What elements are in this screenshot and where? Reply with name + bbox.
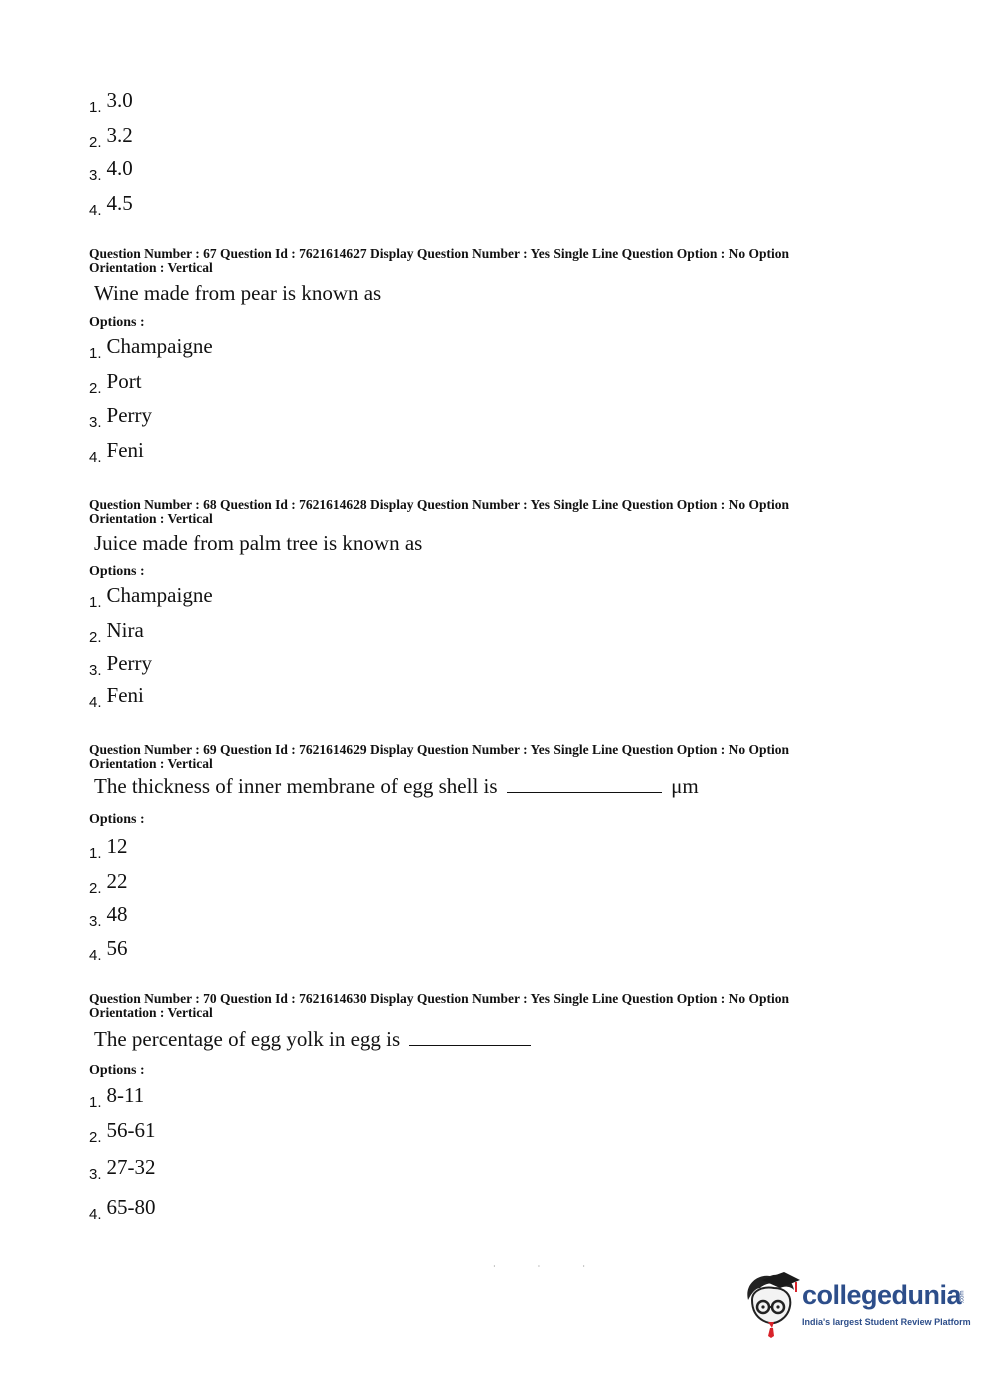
option-item: 1. 3.0 [89,88,133,116]
options-label: Options : [89,1063,145,1078]
options-label: Options : [89,315,145,330]
option-item: 4. 4.5 [89,191,133,219]
option-item: 1. Champaigne [89,583,213,611]
brand-name: collegedunia [802,1280,962,1310]
question-meta: Question Number : 69 Question Id : 7621614629 Display Question Number : Yes Single Line Question Option : No Option Orientation : Vertical [89,742,789,771]
question-meta: Question Number : 70 Question Id : 7621614630 Display Question Number : Yes Single Line Question Option : No Option Orientation : Vertical [89,991,789,1020]
question-meta: Question Number : 68 Question Id : 7621614628 Display Question Number : Yes Single Line Question Option : No Option Orientation : Vertical [89,497,789,526]
question-text-main: The thickness of inner membrane of egg shell is [94,774,498,798]
question-text: Wine made from pear is known as [94,281,382,305]
question-text [94,774,699,799]
scan-artifact: · · · [493,1262,605,1271]
question-text: Juice made from palm tree is known as [94,531,423,555]
option-item: 2. Nira [89,618,144,646]
option-item: 4. 56 [89,936,128,964]
option-item: 3. 27-32 [89,1155,156,1183]
answer-blank [409,1044,531,1046]
brand-tagline: India's largest Student Review Platform [802,1317,971,1327]
option-item: 1. 12 [89,834,128,862]
option-item: 4. Feni [89,683,144,711]
brand-suffix: .com [959,1290,966,1304]
option-item: 2. 56-61 [89,1118,156,1146]
option-item: 1. Champaigne [89,334,213,362]
option-item: 2. Port [89,369,142,397]
option-item: 4. 65-80 [89,1195,156,1223]
question-text [94,1027,535,1052]
option-item: 2. 3.2 [89,123,133,151]
collegedunia-logo[interactable] [740,1270,970,1340]
option-item: 3. 48 [89,902,128,930]
mascot-icon [740,1270,802,1340]
answer-blank [507,791,662,793]
option-item: 3. Perry [89,403,153,431]
question-unit: μm [671,774,699,798]
options-label: Options : [89,812,145,827]
question-meta: Question Number : 67 Question Id : 7621614627 Display Question Number : Yes Single Line Question Option : No Option Orientation : Vertical [89,246,789,275]
option-item: 4. Feni [89,438,144,466]
option-item: 1. 8-11 [89,1083,145,1111]
options-label: Options : [89,564,145,579]
option-item: 3. Perry [89,651,153,679]
option-item: 3. 4.0 [89,156,133,184]
question-text-main: The percentage of egg yolk in egg is [94,1027,401,1051]
option-item: 2. 22 [89,869,128,897]
